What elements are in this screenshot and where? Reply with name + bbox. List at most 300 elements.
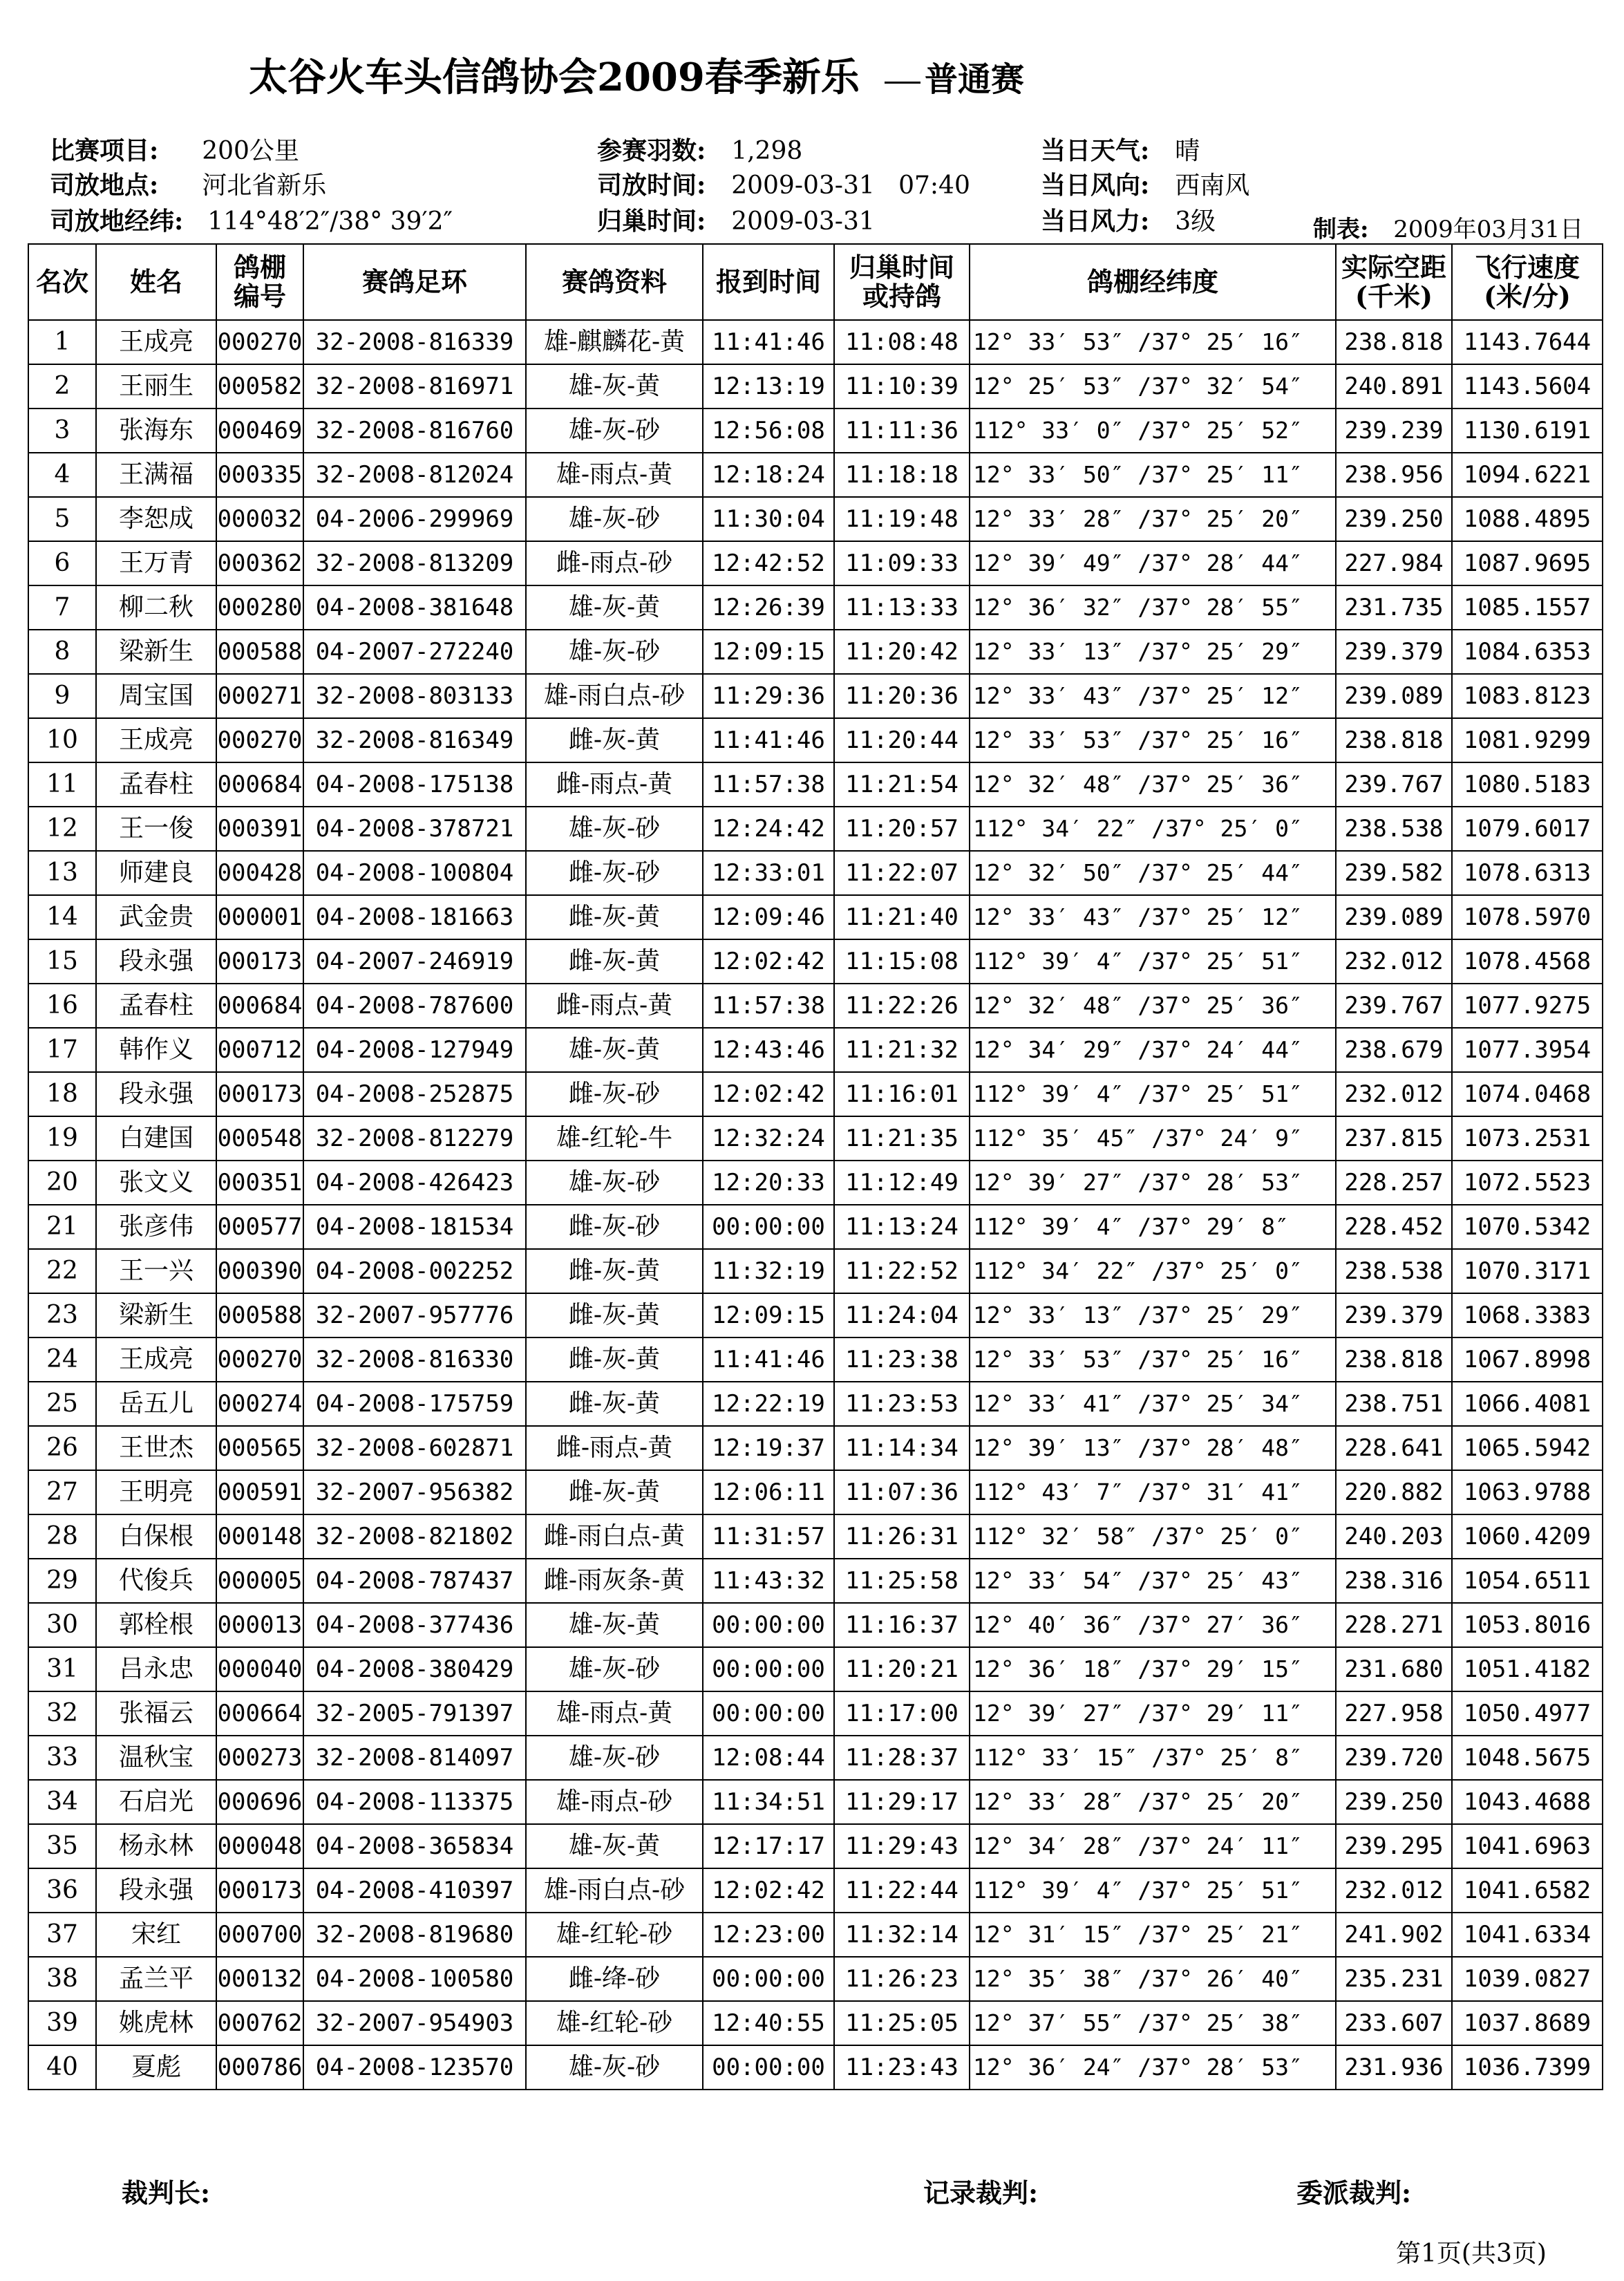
report-time-cell: 11:43:32 [703, 1559, 834, 1603]
return-time-cell: 11:22:44 [834, 1868, 970, 1913]
speed-cell: 1081.9299 [1452, 718, 1603, 762]
rank-cell: 33 [28, 1736, 96, 1780]
name-cell: 孟春柱 [96, 762, 216, 807]
ring-cell: 32-2008-812024 [303, 453, 526, 497]
rank-cell: 14 [28, 895, 96, 939]
speed-cell: 1087.9695 [1452, 541, 1603, 585]
column-header [1336, 244, 1452, 320]
speed-cell: 1070.3171 [1452, 1249, 1603, 1293]
footer-chief-judge: 裁判长: [122, 2177, 211, 2208]
return-time-cell: 11:20:36 [834, 674, 970, 718]
name-cell: 石启光 [96, 1780, 216, 1824]
name-cell: 杨永林 [96, 1824, 216, 1868]
speed-cell: 1054.6511 [1452, 1559, 1603, 1603]
speed-cell: 1066.4081 [1452, 1382, 1603, 1426]
ring-cell: 04-2007-272240 [303, 630, 526, 674]
name-cell: 韩作义 [96, 1028, 216, 1072]
distance-cell: 220.882 [1336, 1470, 1452, 1514]
speed-cell: 1078.6313 [1452, 851, 1603, 895]
column-header-text: 报到时间 [715, 266, 821, 297]
rank-cell: 36 [28, 1868, 96, 1913]
loft-coords-cell: 12° 39′ 49″ /37° 28′ 44″ [970, 541, 1336, 585]
loft-id-cell: 000582 [216, 364, 303, 409]
rank-cell: 22 [28, 1249, 96, 1293]
loft-coords-cell: 112° 43′ 7″ /37° 31′ 41″ [970, 1470, 1336, 1514]
pigeon-info-cell: 雌-灰-黄 [526, 1337, 703, 1382]
rank-cell: 29 [28, 1559, 96, 1603]
loft-id-cell: 000548 [216, 1116, 303, 1161]
report-time-cell: 12:02:42 [703, 1868, 834, 1913]
loft-id-cell: 000591 [216, 1470, 303, 1514]
distance-cell: 233.607 [1336, 2001, 1452, 2045]
table-row [28, 1426, 1603, 1470]
rank-cell: 28 [28, 1514, 96, 1559]
meta-label: 当日风向: [1041, 171, 1150, 200]
rank-cell: 12 [28, 807, 96, 851]
rank-cell: 40 [28, 2045, 96, 2090]
distance-cell: 237.815 [1336, 1116, 1452, 1161]
report-time-cell: 12:17:17 [703, 1824, 834, 1868]
return-time-cell: 11:29:17 [834, 1780, 970, 1824]
rank-cell: 35 [28, 1824, 96, 1868]
rank-cell: 24 [28, 1337, 96, 1382]
pigeon-info-cell: 雌-灰-黄 [526, 718, 703, 762]
ring-cell: 04-2008-113375 [303, 1780, 526, 1824]
meta-release-coords [50, 202, 453, 237]
pigeon-info-cell: 雄-灰-黄 [526, 1028, 703, 1072]
pigeon-info-cell: 雄-灰-黄 [526, 585, 703, 630]
loft-coords-cell: 12° 35′ 38″ /37° 26′ 40″ [970, 1957, 1336, 2001]
meta-made-date [1313, 210, 1583, 244]
distance-cell: 239.379 [1336, 1293, 1452, 1337]
name-cell: 宋红 [96, 1913, 216, 1957]
rank-cell: 17 [28, 1028, 96, 1072]
ring-cell: 04-2008-426423 [303, 1161, 526, 1205]
table-row [28, 1249, 1603, 1293]
name-cell: 段永强 [96, 1072, 216, 1116]
ring-cell: 04-2008-381648 [303, 585, 526, 630]
loft-id-cell: 000271 [216, 674, 303, 718]
distance-cell: 228.271 [1336, 1603, 1452, 1647]
rank-cell: 2 [28, 364, 96, 409]
distance-cell: 238.818 [1336, 718, 1452, 762]
distance-cell: 232.012 [1336, 1072, 1452, 1116]
distance-cell: 240.891 [1336, 364, 1452, 409]
table-row [28, 1780, 1603, 1824]
ring-cell: 04-2008-252875 [303, 1072, 526, 1116]
return-time-cell: 11:23:43 [834, 2045, 970, 2090]
distance-cell: 239.767 [1336, 984, 1452, 1028]
speed-cell: 1074.0468 [1452, 1072, 1603, 1116]
column-header [526, 244, 703, 320]
loft-id-cell: 000048 [216, 1824, 303, 1868]
return-time-cell: 11:11:36 [834, 409, 970, 453]
ring-cell: 32-2007-956382 [303, 1470, 526, 1514]
pigeon-info-cell: 雌-雨灰条-黄 [526, 1559, 703, 1603]
distance-cell: 239.379 [1336, 630, 1452, 674]
loft-id-cell: 000712 [216, 1028, 303, 1072]
rank-cell: 32 [28, 1691, 96, 1736]
rank-cell: 3 [28, 409, 96, 453]
rank-cell: 10 [28, 718, 96, 762]
loft-coords-cell: 12° 36′ 32″ /37° 28′ 55″ [970, 585, 1336, 630]
loft-id-cell: 000173 [216, 939, 303, 984]
report-time-cell: 11:41:46 [703, 718, 834, 762]
name-cell: 吕永忠 [96, 1647, 216, 1691]
ring-cell: 32-2008-814097 [303, 1736, 526, 1780]
return-time-cell: 11:20:21 [834, 1647, 970, 1691]
rank-cell: 37 [28, 1913, 96, 1957]
speed-cell: 1080.5183 [1452, 762, 1603, 807]
ring-cell: 32-2008-602871 [303, 1426, 526, 1470]
loft-coords-cell: 12° 33′ 53″ /37° 25′ 16″ [970, 320, 1336, 364]
name-cell: 温秋宝 [96, 1736, 216, 1780]
column-header-text: 或持鸽 [862, 281, 941, 312]
name-cell: 张海东 [96, 409, 216, 453]
report-time-cell: 12:02:42 [703, 939, 834, 984]
pigeon-info-cell: 雄-红轮-砂 [526, 2001, 703, 2045]
loft-id-cell: 000173 [216, 1868, 303, 1913]
meta-release-place [50, 166, 326, 201]
meta-value: 1,298 [731, 137, 803, 165]
speed-cell: 1063.9788 [1452, 1470, 1603, 1514]
meta-label: 司放地点: [50, 171, 159, 200]
return-time-cell: 11:09:33 [834, 541, 970, 585]
speed-cell: 1053.8016 [1452, 1603, 1603, 1647]
ring-cell: 04-2008-787437 [303, 1559, 526, 1603]
loft-id-cell: 000684 [216, 762, 303, 807]
report-time-cell: 12:24:42 [703, 807, 834, 851]
table-row [28, 2001, 1603, 2045]
loft-coords-cell: 12° 33′ 43″ /37° 25′ 12″ [970, 895, 1336, 939]
loft-coords-cell: 12° 32′ 50″ /37° 25′ 44″ [970, 851, 1336, 895]
pigeon-info-cell: 雌-雨点-砂 [526, 541, 703, 585]
pigeon-info-cell: 雌-雨点-黄 [526, 984, 703, 1028]
ring-cell: 04-2008-100804 [303, 851, 526, 895]
loft-id-cell: 000273 [216, 1736, 303, 1780]
pigeon-info-cell: 雌-灰-砂 [526, 1072, 703, 1116]
meta-value: 2009年03月31日 [1393, 216, 1584, 243]
loft-coords-cell: 112° 32′ 58″ /37° 25′ 0″ [970, 1514, 1336, 1559]
loft-id-cell: 000786 [216, 2045, 303, 2090]
speed-cell: 1060.4209 [1452, 1514, 1603, 1559]
ring-cell: 04-2008-123570 [303, 2045, 526, 2090]
loft-id-cell: 000588 [216, 1293, 303, 1337]
rank-cell: 20 [28, 1161, 96, 1205]
column-header-text: 鸽棚经纬度 [1086, 266, 1218, 297]
report-time-cell: 12:40:55 [703, 2001, 834, 2045]
distance-cell: 239.089 [1336, 674, 1452, 718]
loft-coords-cell: 12° 25′ 53″ /37° 32′ 54″ [970, 364, 1336, 409]
name-cell: 张彦伟 [96, 1205, 216, 1249]
speed-cell: 1077.3954 [1452, 1028, 1603, 1072]
ring-cell: 32-2008-816330 [303, 1337, 526, 1382]
pigeon-info-cell: 雄-灰-砂 [526, 1647, 703, 1691]
speed-cell: 1077.9275 [1452, 984, 1603, 1028]
loft-coords-cell: 112° 39′ 4″ /37° 25′ 51″ [970, 939, 1336, 984]
return-time-cell: 11:14:34 [834, 1426, 970, 1470]
report-time-cell: 00:00:00 [703, 1957, 834, 2001]
rank-cell: 19 [28, 1116, 96, 1161]
distance-cell: 238.538 [1336, 807, 1452, 851]
loft-id-cell: 000362 [216, 541, 303, 585]
rank-cell: 1 [28, 320, 96, 364]
pigeon-info-cell: 雌-灰-黄 [526, 895, 703, 939]
table-row [28, 1603, 1603, 1647]
results-table [28, 243, 1603, 2090]
ring-cell: 32-2005-791397 [303, 1691, 526, 1736]
report-time-cell: 00:00:00 [703, 1205, 834, 1249]
distance-cell: 238.751 [1336, 1382, 1452, 1426]
loft-coords-cell: 12° 40′ 36″ /37° 27′ 36″ [970, 1603, 1336, 1647]
rank-cell: 30 [28, 1603, 96, 1647]
return-time-cell: 11:23:53 [834, 1382, 970, 1426]
distance-cell: 232.012 [1336, 939, 1452, 984]
loft-coords-cell: 12° 39′ 27″ /37° 29′ 11″ [970, 1691, 1336, 1736]
return-time-cell: 11:12:49 [834, 1161, 970, 1205]
speed-cell: 1068.3383 [1452, 1293, 1603, 1337]
rank-cell: 16 [28, 984, 96, 1028]
table-row [28, 1868, 1603, 1913]
column-header-text: 赛鸽足环 [361, 266, 467, 297]
report-time-cell: 11:41:46 [703, 320, 834, 364]
column-header-text: 归巢时间 [849, 252, 954, 283]
name-cell: 王满福 [96, 453, 216, 497]
speed-cell: 1037.8689 [1452, 2001, 1603, 2045]
report-time-cell: 11:57:38 [703, 762, 834, 807]
footer-page-number: 第1页(共3页) [1396, 2240, 1547, 2268]
distance-cell: 239.250 [1336, 1780, 1452, 1824]
speed-cell: 1041.6582 [1452, 1868, 1603, 1913]
meta-value: 200公里 [202, 137, 299, 165]
ring-cell: 04-2008-380429 [303, 1647, 526, 1691]
distance-cell: 239.089 [1336, 895, 1452, 939]
pigeon-info-cell: 雄-灰-砂 [526, 497, 703, 541]
speed-cell: 1039.0827 [1452, 1957, 1603, 2001]
footer-assigned-judge: 委派裁判: [1296, 2177, 1412, 2208]
ring-cell: 04-2008-181663 [303, 895, 526, 939]
column-header-text: 编号 [233, 281, 286, 312]
loft-coords-cell: 12° 33′ 13″ /37° 25′ 29″ [970, 1293, 1336, 1337]
pigeon-info-cell: 雄-麒麟花-黄 [526, 320, 703, 364]
column-header [96, 244, 216, 320]
meta-label: 司放时间: [597, 171, 706, 200]
rank-cell: 23 [28, 1293, 96, 1337]
pigeon-info-cell: 雌-雨白点-黄 [526, 1514, 703, 1559]
distance-cell: 239.720 [1336, 1736, 1452, 1780]
loft-coords-cell: 12° 37′ 55″ /37° 25′ 38″ [970, 2001, 1336, 2045]
report-time-cell: 00:00:00 [703, 1691, 834, 1736]
distance-cell: 231.735 [1336, 585, 1452, 630]
return-time-cell: 11:24:04 [834, 1293, 970, 1337]
table-row [28, 674, 1603, 718]
report-time-cell: 12:22:19 [703, 1382, 834, 1426]
return-time-cell: 11:08:48 [834, 320, 970, 364]
ring-cell: 04-2008-181534 [303, 1205, 526, 1249]
speed-cell: 1094.6221 [1452, 453, 1603, 497]
distance-cell: 238.956 [1336, 453, 1452, 497]
table-row [28, 1913, 1603, 1957]
ring-cell: 04-2008-365834 [303, 1824, 526, 1868]
report-time-cell: 12:18:24 [703, 453, 834, 497]
table-row [28, 895, 1603, 939]
loft-id-cell: 000274 [216, 1382, 303, 1426]
loft-id-cell: 000148 [216, 1514, 303, 1559]
pigeon-info-cell: 雄-灰-砂 [526, 807, 703, 851]
loft-coords-cell: 12° 31′ 15″ /37° 25′ 21″ [970, 1913, 1336, 1957]
distance-cell: 228.257 [1336, 1161, 1452, 1205]
return-time-cell: 11:22:07 [834, 851, 970, 895]
distance-cell: 239.250 [1336, 497, 1452, 541]
table-row [28, 1028, 1603, 1072]
table-row [28, 1691, 1603, 1736]
meta-value: 晴 [1175, 137, 1200, 165]
loft-coords-cell: 112° 35′ 45″ /37° 24′ 9″ [970, 1116, 1336, 1161]
loft-id-cell: 000270 [216, 320, 303, 364]
loft-id-cell: 000664 [216, 1691, 303, 1736]
table-row [28, 497, 1603, 541]
loft-id-cell: 000391 [216, 807, 303, 851]
report-time-cell: 11:34:51 [703, 1780, 834, 1824]
loft-id-cell: 000270 [216, 718, 303, 762]
meta-label: 司放地经纬: [50, 207, 184, 236]
loft-coords-cell: 112° 39′ 4″ /37° 25′ 51″ [970, 1868, 1336, 1913]
name-cell: 代俊兵 [96, 1559, 216, 1603]
pigeon-info-cell: 雄-灰-砂 [526, 630, 703, 674]
ring-cell: 32-2008-821802 [303, 1514, 526, 1559]
meta-label: 当日风力: [1041, 207, 1150, 236]
return-time-cell: 11:19:48 [834, 497, 970, 541]
rank-cell: 21 [28, 1205, 96, 1249]
ring-cell: 32-2008-816760 [303, 409, 526, 453]
title-race-type: 普通赛 [925, 60, 1025, 99]
speed-cell: 1041.6963 [1452, 1824, 1603, 1868]
footer-record-judge: 记录裁判: [923, 2177, 1039, 2208]
speed-cell: 1079.6017 [1452, 807, 1603, 851]
speed-cell: 1073.2531 [1452, 1116, 1603, 1161]
return-time-cell: 11:18:18 [834, 453, 970, 497]
pigeon-info-cell: 雌-灰-黄 [526, 1382, 703, 1426]
ring-cell: 32-2008-816971 [303, 364, 526, 409]
table-row [28, 939, 1603, 984]
rank-cell: 18 [28, 1072, 96, 1116]
table-row [28, 851, 1603, 895]
report-time-cell: 00:00:00 [703, 1647, 834, 1691]
return-time-cell: 11:25:58 [834, 1559, 970, 1603]
loft-coords-cell: 12° 36′ 24″ /37° 28′ 53″ [970, 2045, 1336, 2090]
return-time-cell: 11:20:42 [834, 630, 970, 674]
loft-coords-cell: 12° 39′ 13″ /37° 28′ 48″ [970, 1426, 1336, 1470]
pigeon-info-cell: 雄-灰-黄 [526, 364, 703, 409]
pigeon-info-cell: 雄-雨点-砂 [526, 1780, 703, 1824]
pigeon-info-cell: 雄-灰-砂 [526, 409, 703, 453]
return-time-cell: 11:13:24 [834, 1205, 970, 1249]
distance-cell: 238.316 [1336, 1559, 1452, 1603]
return-time-cell: 11:23:38 [834, 1337, 970, 1382]
name-cell: 武金贵 [96, 895, 216, 939]
pigeon-info-cell: 雄-灰-黄 [526, 1824, 703, 1868]
name-cell: 王成亮 [96, 718, 216, 762]
meta-value: 河北省新乐 [202, 171, 327, 200]
loft-coords-cell: 12° 33′ 13″ /37° 25′ 29″ [970, 630, 1336, 674]
rank-cell: 13 [28, 851, 96, 895]
pigeon-info-cell: 雌-灰-砂 [526, 1205, 703, 1249]
column-header [303, 244, 526, 320]
name-cell: 孟春柱 [96, 984, 216, 1028]
meta-value: 西南风 [1175, 171, 1250, 200]
return-time-cell: 11:17:00 [834, 1691, 970, 1736]
return-time-cell: 11:16:37 [834, 1603, 970, 1647]
report-time-cell: 12:08:44 [703, 1736, 834, 1780]
loft-id-cell: 000588 [216, 630, 303, 674]
speed-cell: 1072.5523 [1452, 1161, 1603, 1205]
ring-cell: 04-2008-787600 [303, 984, 526, 1028]
meta-label: 制表: [1313, 216, 1369, 243]
name-cell: 李恕成 [96, 497, 216, 541]
column-header-text: 实际空距 [1341, 252, 1446, 283]
name-cell: 周宝国 [96, 674, 216, 718]
column-header-text: (米/分) [1484, 281, 1571, 312]
ring-cell: 32-2008-819680 [303, 1913, 526, 1957]
distance-cell: 232.012 [1336, 1868, 1452, 1913]
meta-value: 114°48′2″/38° 39′2″ [207, 207, 453, 236]
table-row [28, 409, 1603, 453]
loft-id-cell: 000684 [216, 984, 303, 1028]
loft-id-cell: 000390 [216, 1249, 303, 1293]
ring-cell: 04-2008-002252 [303, 1249, 526, 1293]
name-cell: 孟兰平 [96, 1957, 216, 2001]
ring-cell: 04-2008-175759 [303, 1382, 526, 1426]
return-time-cell: 11:16:01 [834, 1072, 970, 1116]
meta-wind-direction [1041, 166, 1249, 201]
rank-cell: 39 [28, 2001, 96, 2045]
ring-cell: 04-2008-378721 [303, 807, 526, 851]
loft-id-cell: 000351 [216, 1161, 303, 1205]
name-cell: 王万青 [96, 541, 216, 585]
column-header [216, 244, 303, 320]
name-cell: 王明亮 [96, 1470, 216, 1514]
column-header [1452, 244, 1603, 320]
return-time-cell: 11:21:54 [834, 762, 970, 807]
report-time-cell: 11:57:38 [703, 984, 834, 1028]
pigeon-info-cell: 雌-灰-黄 [526, 1470, 703, 1514]
table-row [28, 453, 1603, 497]
loft-id-cell: 000565 [216, 1426, 303, 1470]
distance-cell: 238.818 [1336, 1337, 1452, 1382]
speed-cell: 1065.5942 [1452, 1426, 1603, 1470]
pigeon-info-cell: 雄-灰-砂 [526, 1736, 703, 1780]
distance-cell: 238.538 [1336, 1249, 1452, 1293]
ring-cell: 32-2007-957776 [303, 1293, 526, 1337]
pigeon-info-cell: 雄-灰-砂 [526, 1161, 703, 1205]
return-time-cell: 11:21:40 [834, 895, 970, 939]
table-row [28, 984, 1603, 1028]
return-time-cell: 11:10:39 [834, 364, 970, 409]
meta-label: 比赛项目: [50, 136, 159, 165]
loft-id-cell: 000762 [216, 2001, 303, 2045]
loft-id-cell: 000335 [216, 453, 303, 497]
loft-id-cell: 000700 [216, 1913, 303, 1957]
return-time-cell: 11:22:26 [834, 984, 970, 1028]
rank-cell: 9 [28, 674, 96, 718]
report-time-cell: 11:29:36 [703, 674, 834, 718]
name-cell: 师建良 [96, 851, 216, 895]
report-time-cell: 12:23:00 [703, 1913, 834, 1957]
rank-cell: 27 [28, 1470, 96, 1514]
meta-weather [1041, 131, 1200, 167]
name-cell: 白建国 [96, 1116, 216, 1161]
name-cell: 王成亮 [96, 1337, 216, 1382]
